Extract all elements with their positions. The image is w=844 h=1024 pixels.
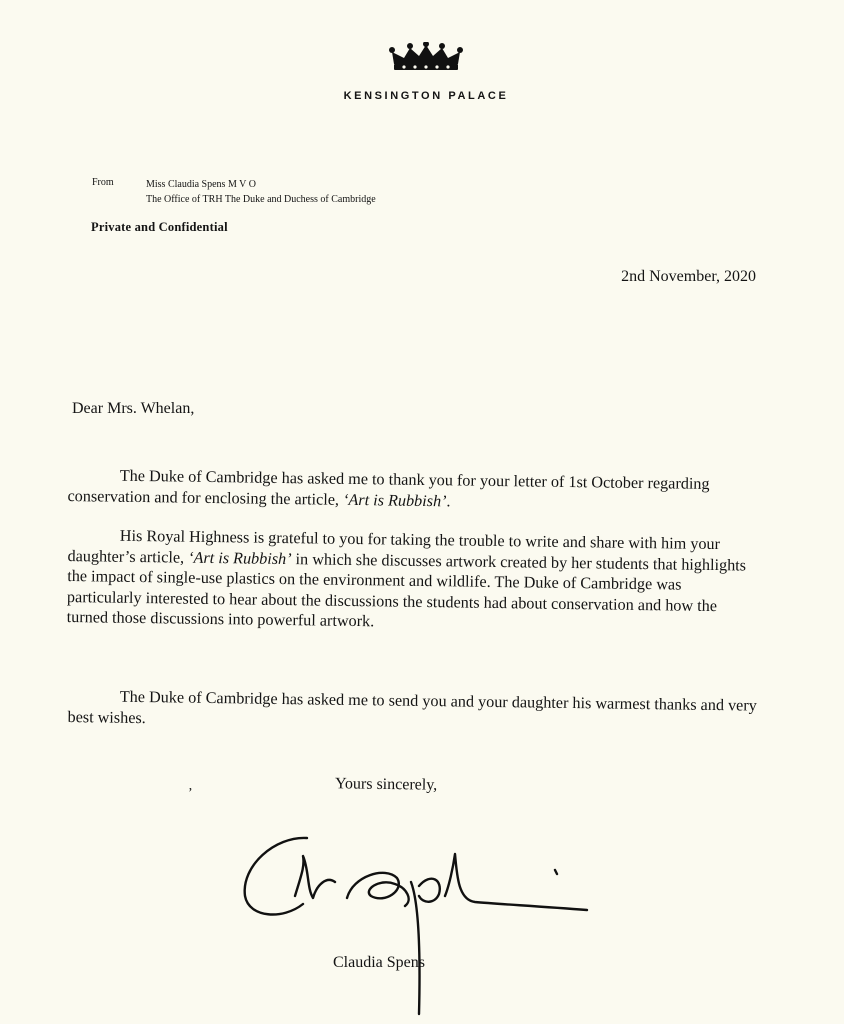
paragraph-3: The Duke of Cambridge has asked me to send you and your daughter his warmest thanks and very best wishes. [67,687,757,727]
sender-office: The Office of TRH The Duke and Duchess of Cambridge [146,194,376,205]
sender-name: Miss Claudia Spens M V O [146,179,256,190]
crown-icon [388,42,464,74]
letterhead-title: KENSINGTON PALACE [343,90,509,102]
from-label: From [92,177,114,188]
paragraph-1: The Duke of Cambridge has asked me to thank you for your letter of 1st October regarding conservation and for enclosing the article, ‘Art is Rubbish’. [67,466,710,510]
pen-mark: ’ [188,786,193,801]
article-title: ‘Art is Rubbish’ [188,548,292,568]
handwritten-signature [235,826,595,1016]
article-title: ‘Art is Rubbish’ [342,490,447,510]
letter-date: 2nd November, 2020 [621,268,756,285]
signer-name: Claudia Spens [333,954,425,971]
paragraph-2: His Royal Highness is grateful to you for taking the trouble to write and share with him your daughter’s article, ‘Art is Rubbish’ in which she discusses artwork created by her students that highlights the impact of single-use plastics on the environment and wildlife. The Duke of Cambridge was particularly interested to hear about the discussions the students had about conservation and how the turned those discussions into powerful artwork. [66,526,747,631]
confidential-label: Private and Confidential [91,220,228,234]
sender-block [146,177,376,207]
closing: Yours sincerely, [334,775,438,794]
salutation: Dear Mrs. Whelan, [72,400,195,417]
